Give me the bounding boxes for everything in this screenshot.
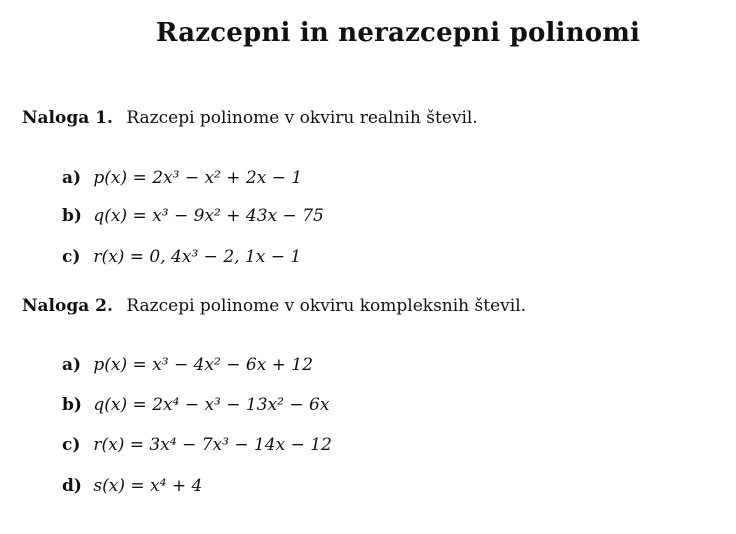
task-2: [22, 296, 526, 316]
item-letter: a): [62, 168, 82, 188]
task-2-item-c: [62, 435, 332, 455]
item-letter: b): [62, 206, 82, 226]
task-2-item-d: [62, 476, 202, 496]
polynomial-expression: r(x) = 0, 4x³ − 2, 1x − 1: [93, 247, 302, 267]
polynomial-expression: q(x) = 2x⁴ − x³ − 13x² − 6x: [93, 395, 330, 415]
task-1-item-c: [62, 247, 301, 267]
task-2-item-b: [62, 395, 329, 415]
polynomial-expression: p(x) = x³ − 4x² − 6x + 12: [93, 355, 314, 375]
task-2-label: Naloga 2.: [22, 296, 113, 316]
polynomial-expression: r(x) = 3x⁴ − 7x³ − 14x − 12: [93, 435, 332, 455]
item-letter: c): [62, 435, 81, 455]
item-letter: d): [62, 476, 82, 496]
task-1-item-b: [62, 206, 324, 226]
polynomial-expression: s(x) = x⁴ + 4: [93, 476, 203, 496]
task-1-label: Naloga 1.: [22, 108, 113, 128]
task-1: [22, 108, 478, 128]
item-letter: b): [62, 395, 82, 415]
task-2-text: Razcepi polinome v okviru kompleksnih števil.: [126, 296, 527, 316]
item-letter: a): [62, 355, 82, 375]
polynomial-expression: q(x) = x³ − 9x² + 43x − 75: [93, 206, 324, 226]
item-letter: c): [62, 247, 81, 267]
page-title: Razcepni in nerazcepni polinomi: [155, 18, 641, 48]
task-1-text: Razcepi polinome v okviru realnih števil.: [126, 108, 478, 128]
task-2-item-a: [62, 355, 313, 375]
polynomial-expression: p(x) = 2x³ − x² + 2x − 1: [93, 168, 303, 188]
task-1-item-a: [62, 168, 302, 188]
